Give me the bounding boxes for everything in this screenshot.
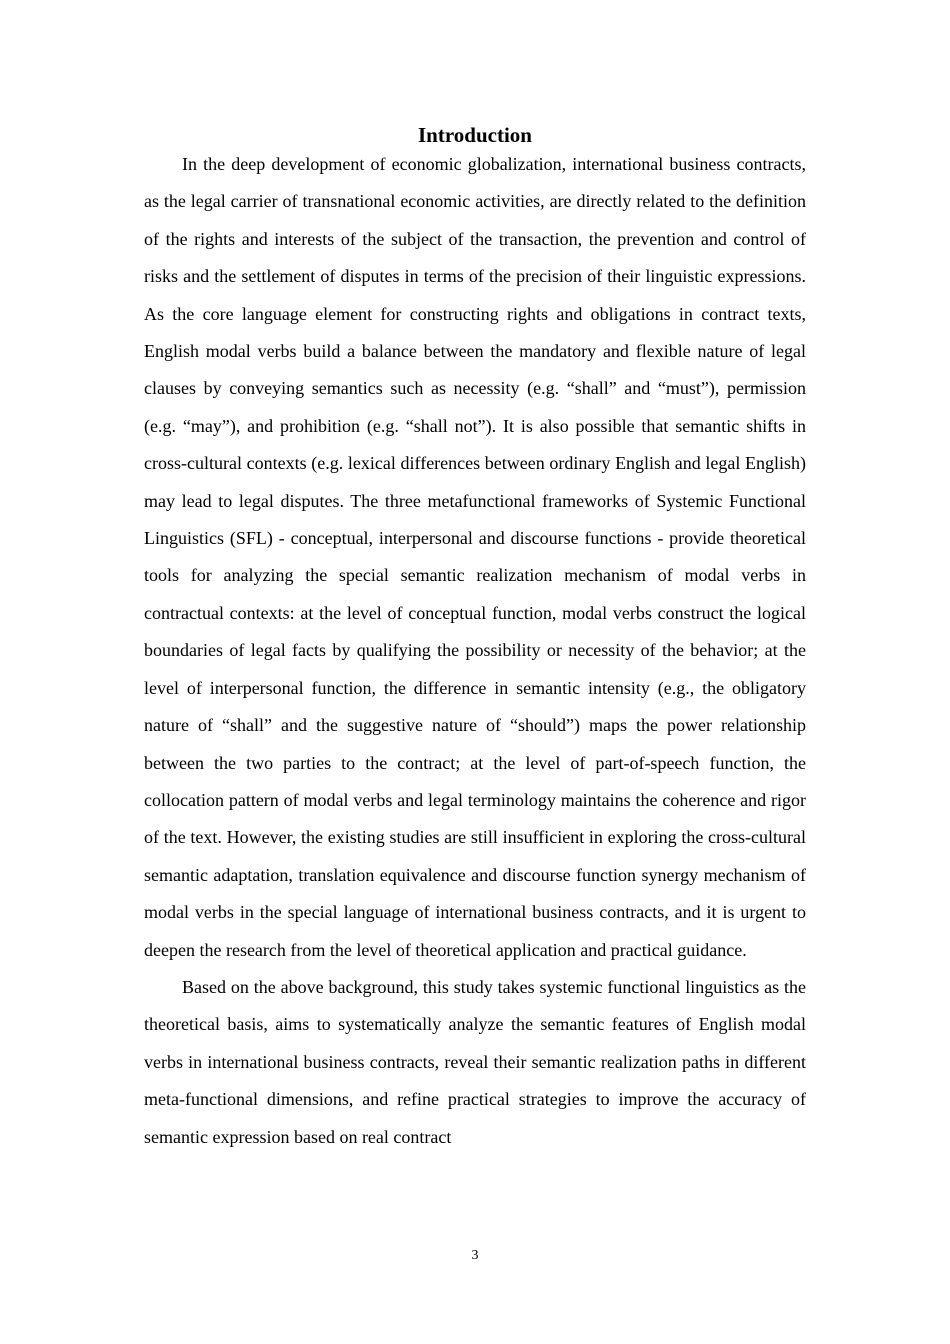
paragraph-2: Based on the above background, this study takes systemic functional linguistics as the theoretical basis, aims to systematically analyze the semantic features of English modal verbs in international business contracts, reveal their semantic realization paths in different meta-functional dimensions, and refine practical strategies to improve the accuracy of semantic expression based on real contract	[144, 976, 806, 1147]
paragraph-1: In the deep development of economic globalization, international business contracts, as the legal carrier of transnational economic activities, are directly related to the definition of the rights and interests of the subject of the transaction, the prevention and control of risks and the settlement of disputes in terms of the precision of their linguistic expressions. As the core language element for constructing rights and obligations in contract texts, English modal verbs build a balance between the mandatory and flexible nature of legal clauses by conveying semantics such as necessity (e.g. “shall” and “must”), permission (e.g. “may”), and prohibition (e.g. “shall not”). It is also possible that semantic shifts in cross-cultural contexts (e.g. lexical differences between ordinary English and legal English) may lead to legal disputes. The three metafunctional frameworks of Systemic Functional Linguistics (SFL) - conceptual, interpersonal and discourse functions - provide theoretical tools for analyzing the special semantic realization mechanism of modal verbs in contractual contexts: at the level of conceptual function, modal verbs construct the logical boundaries of legal facts by qualifying the possibility or necessity of the behavior; at the level of interpersonal function, the difference in semantic intensity (e.g., the obligatory nature of “shall” and the suggestive nature of “should”) maps the power relationship between the two parties to the contract; at the level of part-of-speech function, the collocation pattern of modal verbs and legal terminology maintains the coherence and rigor of the text. However, the existing studies are still insufficient in exploring the cross-cultural semantic adaptation, translation equivalence and discourse function synergy mechanism of modal verbs in the special language of international business contracts, and it is urgent to deepen the research from the level of theoretical application and practical guidance.	[144, 154, 806, 960]
body-text	[144, 146, 806, 1156]
section-heading: Introduction	[418, 123, 532, 147]
page-number: 3	[471, 1248, 479, 1263]
